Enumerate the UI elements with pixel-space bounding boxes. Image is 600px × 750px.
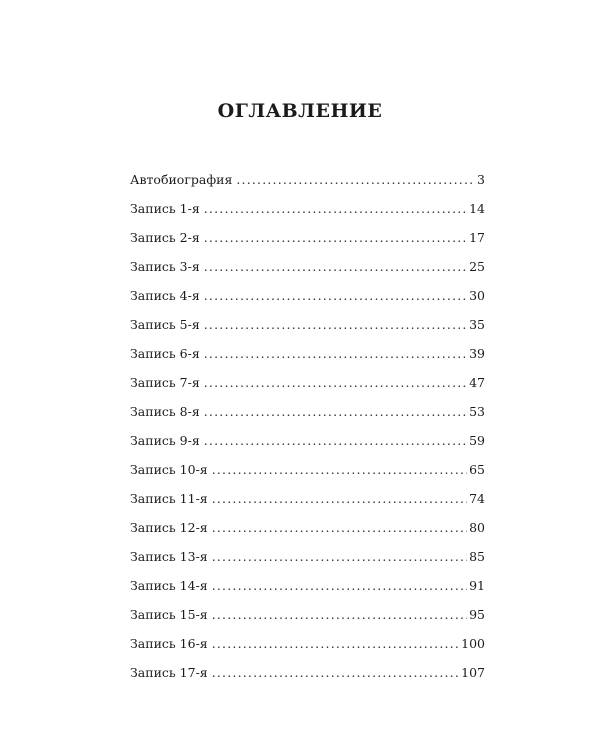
toc-leader-dots <box>204 317 467 333</box>
toc-entry <box>130 230 485 259</box>
toc-entry <box>130 346 485 375</box>
toc-entry-label: Запись 12-я <box>130 520 208 535</box>
toc-leader-dots <box>204 346 467 362</box>
toc-leader-dots <box>212 578 467 594</box>
toc-entry-label: Запись 1-я <box>130 201 200 216</box>
toc-leader-dots <box>212 607 467 623</box>
toc-leader-dots <box>212 462 467 478</box>
toc-entry-page-number: 35 <box>469 317 485 332</box>
toc-leader-dots <box>204 259 467 275</box>
toc-entry-page-number: 47 <box>469 375 485 390</box>
toc-entry-page-number: 95 <box>469 607 485 622</box>
toc-entry-label: Запись 4-я <box>130 288 200 303</box>
toc-entry-label: Запись 3-я <box>130 259 200 274</box>
toc-entry-label: Запись 17-я <box>130 665 208 680</box>
toc-leader-dots <box>204 433 467 449</box>
toc-entry <box>130 375 485 404</box>
toc-entry <box>130 259 485 288</box>
toc-entry-label: Запись 14-я <box>130 578 208 593</box>
toc-entry-page-number: 30 <box>469 288 485 303</box>
toc-entry-label: Запись 2-я <box>130 230 200 245</box>
toc-leader-dots <box>204 201 467 217</box>
toc-entry-page-number: 59 <box>469 433 485 448</box>
toc-leader-dots <box>204 404 467 420</box>
toc-entry-page-number: 91 <box>469 578 485 593</box>
toc-entry <box>130 404 485 433</box>
toc-entry-page-number: 80 <box>469 520 485 535</box>
toc-entry-label: Запись 11-я <box>130 491 208 506</box>
toc-entry-page-number: 65 <box>469 462 485 477</box>
toc-entry <box>130 607 485 636</box>
toc-entry <box>130 520 485 549</box>
toc-leader-dots <box>212 665 459 681</box>
toc-entry-label: Запись 10-я <box>130 462 208 477</box>
toc-leader-dots <box>204 375 467 391</box>
toc-entry-page-number: 3 <box>477 172 485 187</box>
toc-entry-page-number: 17 <box>469 230 485 245</box>
toc-entry-page-number: 14 <box>469 201 485 216</box>
toc-entry-page-number: 53 <box>469 404 485 419</box>
page-title: ОГЛАВЛЕНИЕ <box>217 100 383 122</box>
toc-leader-dots <box>212 549 467 565</box>
toc-leader-dots <box>212 636 459 652</box>
toc-entry <box>130 317 485 346</box>
toc-entry-page-number: 74 <box>469 491 485 506</box>
toc-entry-label: Запись 15-я <box>130 607 208 622</box>
toc-entry <box>130 491 485 520</box>
toc-entry-label: Запись 5-я <box>130 317 200 332</box>
toc-entry-label: Запись 7-я <box>130 375 200 390</box>
toc-entry-label: Запись 9-я <box>130 433 200 448</box>
toc-entry-page-number: 25 <box>469 259 485 274</box>
toc-entry-label: Запись 8-я <box>130 404 200 419</box>
toc-entry-page-number: 85 <box>469 549 485 564</box>
toc-entry-page-number: 107 <box>461 665 485 680</box>
toc-entry <box>130 665 485 694</box>
toc-leader-dots <box>236 172 475 188</box>
toc-entry <box>130 549 485 578</box>
toc-leader-dots <box>204 288 467 304</box>
table-of-contents <box>130 172 485 694</box>
toc-leader-dots <box>212 520 467 536</box>
toc-entry <box>130 636 485 665</box>
toc-entry <box>130 462 485 491</box>
toc-leader-dots <box>204 230 467 246</box>
toc-entry-label: Запись 16-я <box>130 636 208 651</box>
toc-entry <box>130 288 485 317</box>
toc-entry <box>130 578 485 607</box>
toc-entry-page-number: 100 <box>461 636 485 651</box>
toc-entry <box>130 172 485 201</box>
toc-entry <box>130 201 485 230</box>
toc-entry-label: Автобиография <box>130 172 233 187</box>
toc-entry-label: Запись 13-я <box>130 549 208 564</box>
toc-leader-dots <box>212 491 467 507</box>
toc-entry <box>130 433 485 462</box>
toc-entry-label: Запись 6-я <box>130 346 200 361</box>
toc-entry-page-number: 39 <box>469 346 485 361</box>
